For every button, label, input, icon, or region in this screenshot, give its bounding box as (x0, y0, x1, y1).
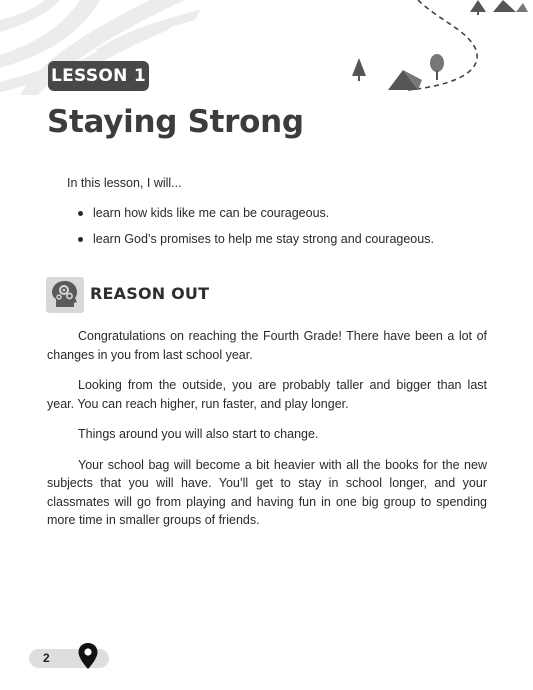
lesson-badge: LESSON 1 (48, 61, 149, 91)
objectives-list (78, 205, 434, 257)
tent-icon (493, 0, 528, 12)
paragraph: Congratulations on reaching the Fourth Grade! There have been a lot of changes in you from last school year. (47, 329, 487, 362)
lesson-body (47, 327, 487, 542)
map-pin-icon (77, 642, 99, 670)
section-title: REASON OUT (90, 284, 210, 303)
page-number: 2 (43, 651, 50, 665)
tree-icon (430, 54, 444, 80)
tree-icon (352, 58, 366, 81)
list-item: learn how kids like me can be courageous. (78, 205, 434, 231)
tree-icon (470, 0, 486, 15)
section-heading (46, 277, 211, 313)
list-item: learn God’s promises to help me stay strong and courageous. (78, 231, 434, 257)
tent-icon (388, 70, 422, 90)
lesson-title: Staying Strong (47, 104, 304, 140)
brain-gears-icon (46, 277, 84, 313)
paragraph: Your school bag will become a bit heavier with all the books for the new subjects that you will have. You’ll get to stay in school longer, and your classmates will go from playing and having fun in one big group to spending more time in smaller groups of friends. (47, 457, 487, 527)
objectives-intro: In this lesson, I will... (67, 176, 182, 190)
camping-trail-decoration (318, 0, 533, 100)
paragraph: Looking from the outside, you are probably taller and bigger than last year. You can reach higher, run faster, and play longer. (47, 378, 487, 411)
paragraph: Things around you will also start to change. (78, 427, 319, 441)
